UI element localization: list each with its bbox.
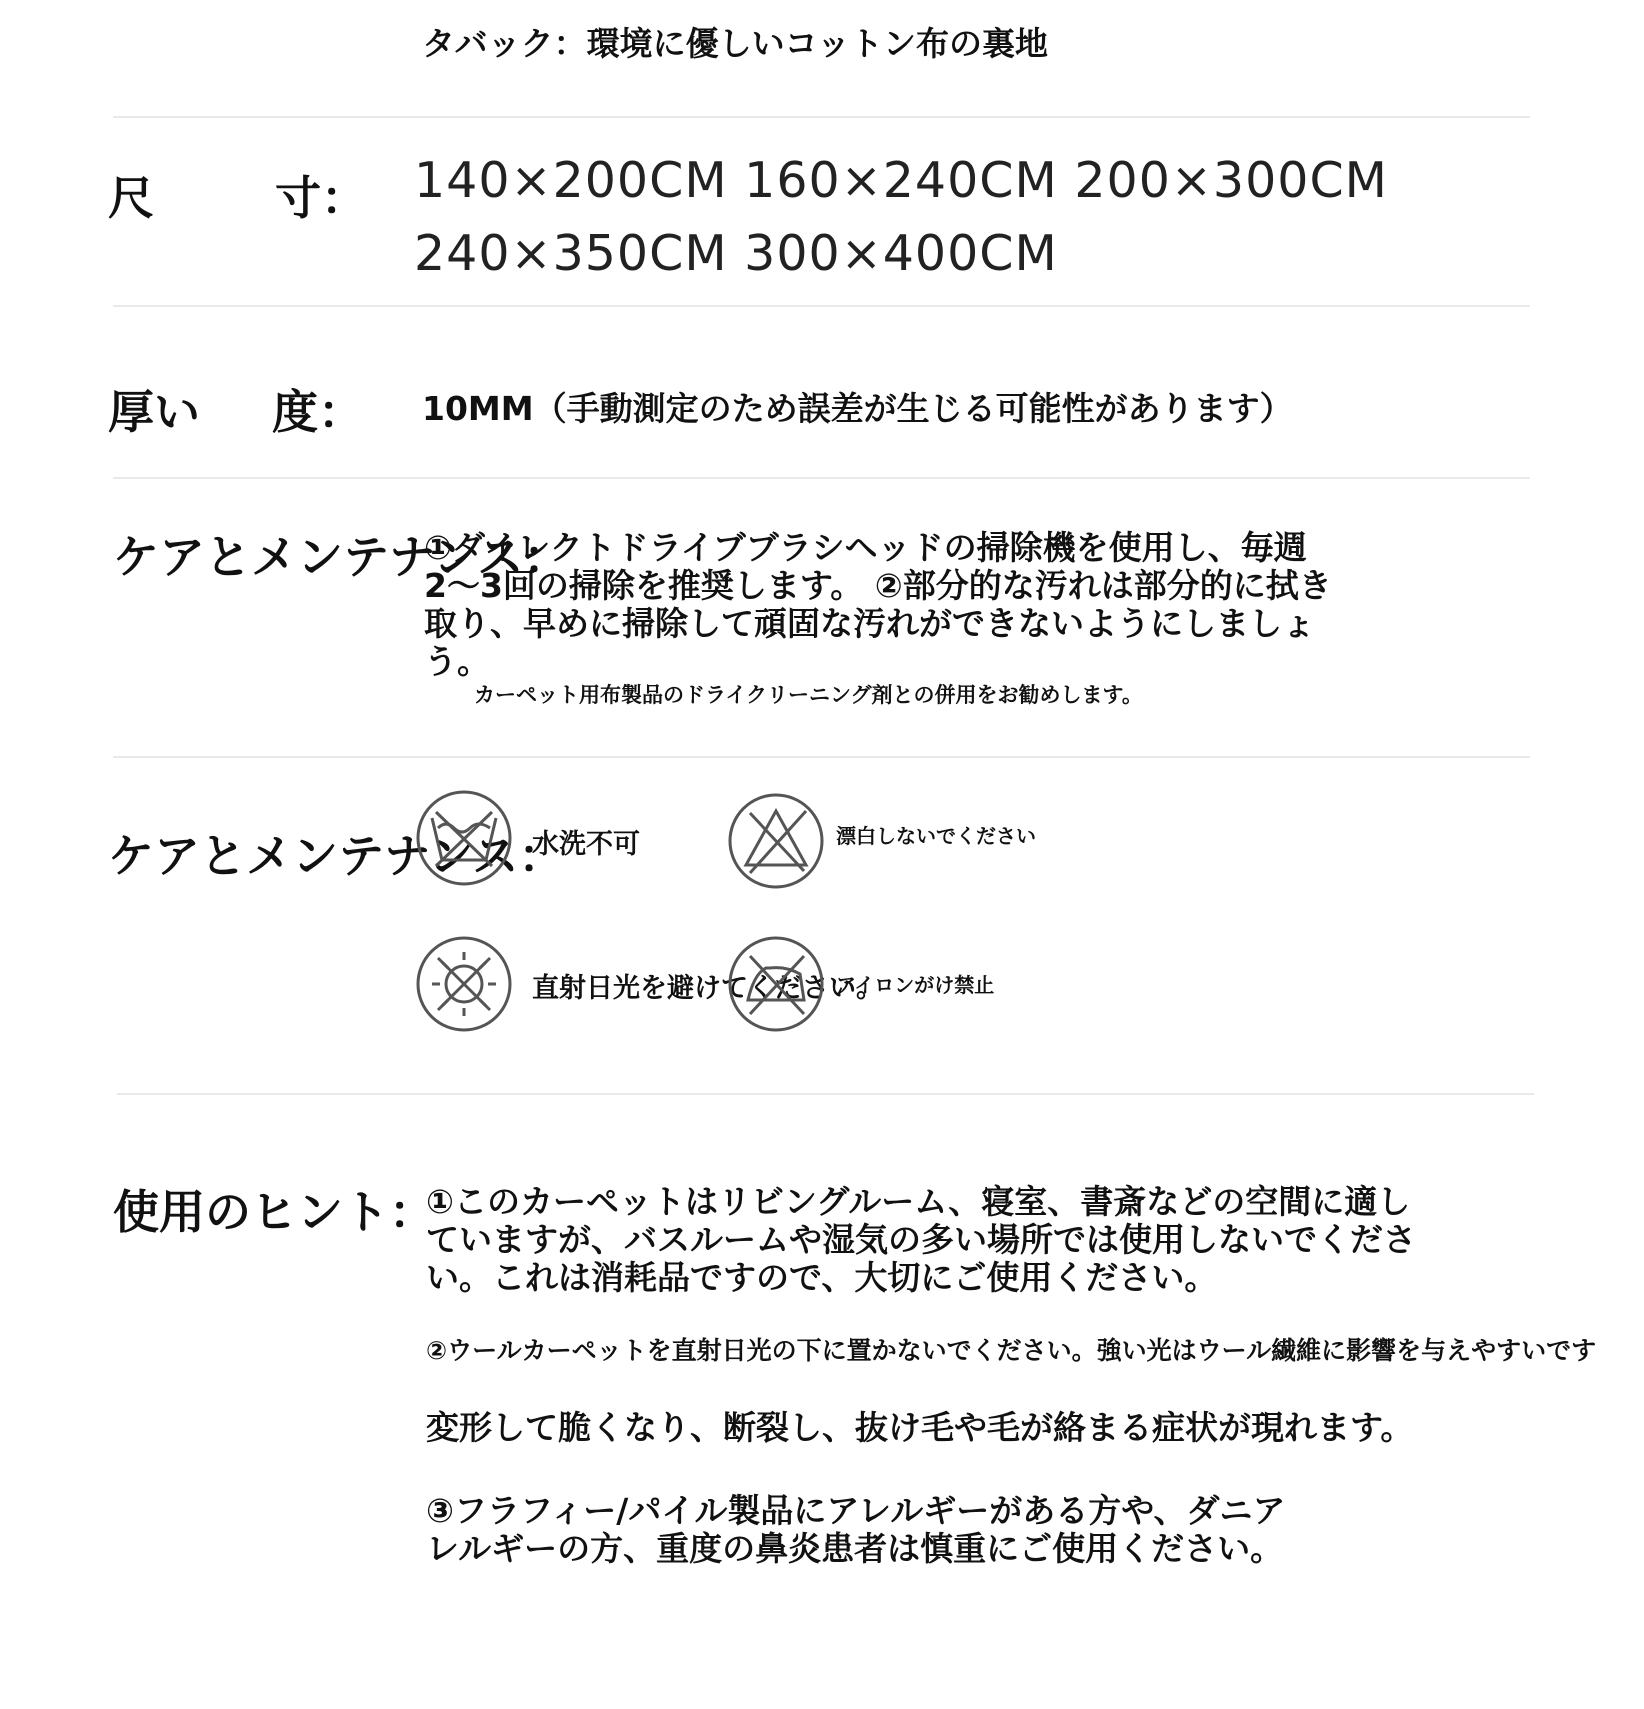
no-wash-label: 水洗不可 <box>532 829 640 860</box>
size-label-1: 尺 <box>108 171 154 225</box>
tip-3: ③フラフィー/パイル製品にアレルギーがある方や、ダニアレルギーの方、重度の鼻炎患者は慎重にご使用ください。 <box>426 1491 1286 1568</box>
no-iron-label: アイロンがけ禁止 <box>836 973 995 997</box>
no-sunlight-icon <box>414 934 514 1034</box>
thickness-value: 10MM（手動測定のため誤差が生じる可能性があります） <box>422 389 1293 428</box>
size-label-2: 寸： <box>275 171 367 225</box>
divider <box>113 305 1530 307</box>
divider <box>113 756 1530 758</box>
care-note: カーペット用布製品のドライクリーニング剤との併用をお勧めします。 <box>474 683 1143 707</box>
care-label: ケアとメンテナンス： <box>113 530 570 584</box>
divider <box>113 477 1530 479</box>
tips-label: 使用のヒント： <box>113 1185 435 1239</box>
no-wash-icon <box>414 788 514 888</box>
care-paragraph: ①ダイレクトドライブブラシヘッドの掃除機を使用し、毎週2〜3回の掃除を推奨します。 ②部分的な汚れは部分的に拭き取り、早めに掃除して頑固な汚れができないようにしましょう。 <box>424 528 1332 681</box>
tip-2: ②ウールカーペットを直射日光の下に置かないでください。強い光はウール繊維に影響を与えやすいです <box>426 1336 1597 1365</box>
size-options-line1: 140×200CM 160×240CM 200×300CM <box>414 152 1388 209</box>
tip-1: ①このカーペットはリビングルーム、寝室、書斎などの空間に適していますが、バスルームや湿気の多い場所では使用しないでください。これは消耗品ですので、大切にご使用ください。 <box>426 1182 1416 1297</box>
tip-2-continued: 変形して脆くなり、断裂し、抜け毛や毛が絡まる症状が現れます。 <box>426 1408 1414 1447</box>
size-options-line2: 240×350CM 300×400CM <box>414 225 1058 282</box>
care-icons-label: ケアとメンテナンス： <box>108 829 565 883</box>
thickness-label-1: 厚い <box>108 385 200 439</box>
no-bleach-icon <box>726 791 826 891</box>
divider <box>117 1093 1534 1095</box>
no-bleach-label: 漂白しないでください <box>836 824 1036 848</box>
divider <box>113 116 1530 118</box>
backing-text: タバック：環境に優しいコットン布の裏地 <box>422 24 1049 63</box>
no-sunlight-label: 直射日光を避けてください。 <box>532 973 883 1004</box>
no-iron-icon <box>726 934 826 1034</box>
thickness-label-2: 度： <box>272 385 364 439</box>
